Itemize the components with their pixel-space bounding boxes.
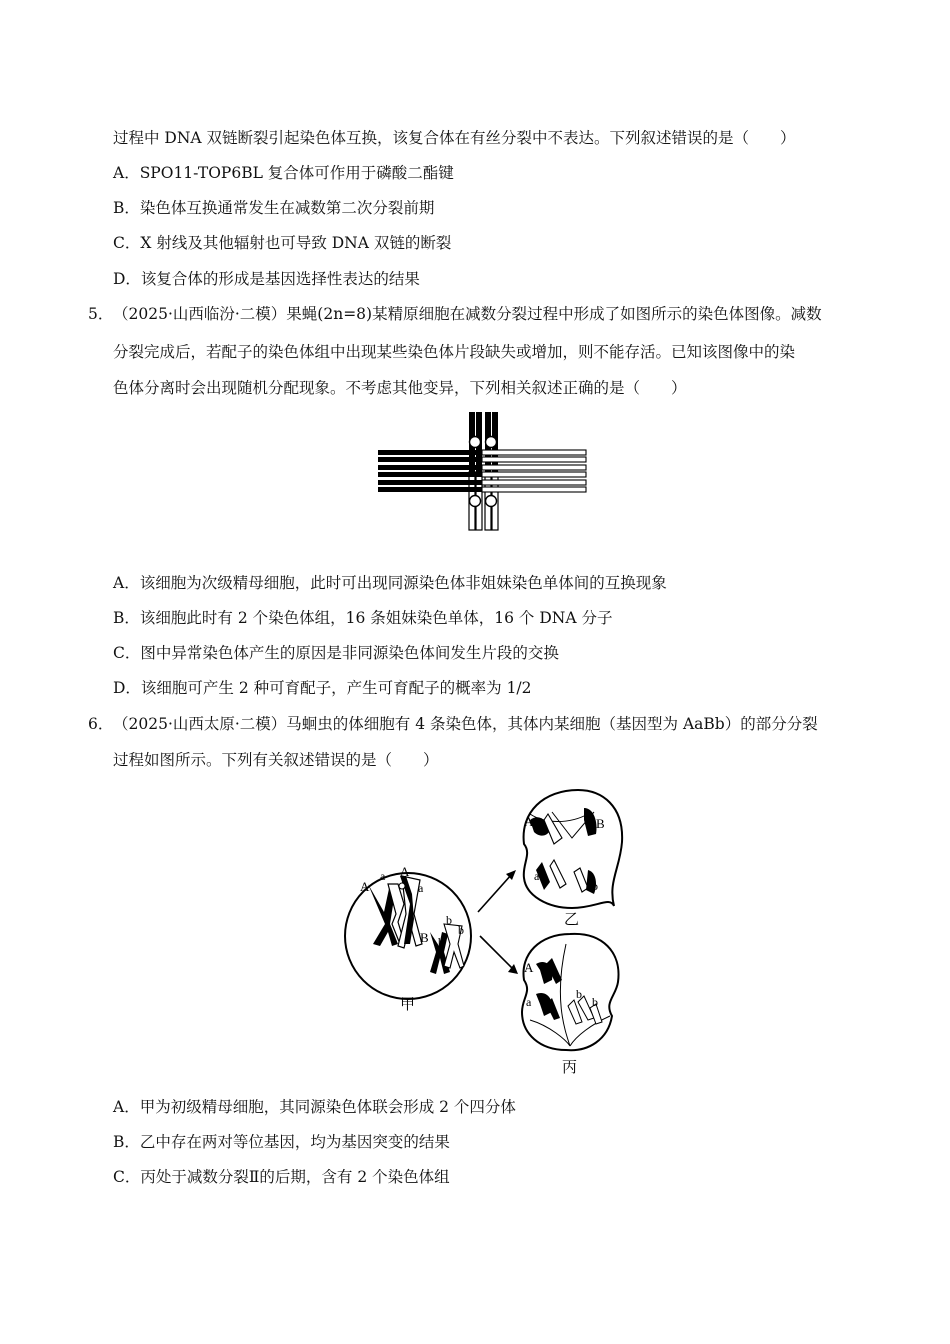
q6-cell-division-figure: [340, 784, 630, 1080]
gene-label-a-1: a: [380, 869, 386, 883]
q5-option-a: A．该细胞为次级精母细胞，此时可出现同源染色体非姐妹染色单体间的互换现象: [113, 574, 667, 592]
cell-label-bing: 丙: [562, 1060, 578, 1076]
gene-label-a-2: a: [418, 881, 424, 895]
gene-label-A-4: A: [524, 960, 534, 975]
cell-label-jia: 甲: [400, 997, 416, 1013]
gene-label-a-4: a: [526, 995, 532, 1009]
q5-number: 5．: [88, 305, 114, 323]
cell-label-yi: 乙: [564, 912, 580, 928]
gene-label-b-1: b: [446, 913, 452, 927]
q6-number: 6．: [88, 715, 114, 733]
gene-label-b-6: b: [592, 995, 598, 1009]
q6-stem-line-2: 过程如图所示。下列有关叙述错误的是（ ）: [113, 751, 439, 769]
gene-label-b-2: b: [458, 923, 464, 937]
q6-option-a: A．甲为初级精母细胞，其同源染色体联会形成 2 个四分体: [113, 1098, 516, 1116]
q4-stem-continuation: 过程中 DNA 双链断裂引起染色体互换，该复合体在有丝分裂中不表达。下列叙述错误的是（ ）: [113, 129, 796, 147]
q6-option-c: C．丙处于减数分裂Ⅱ的后期，含有 2 个染色体组: [113, 1168, 450, 1186]
q6-option-b: B．乙中存在两对等位基因，均为基因突变的结果: [113, 1133, 450, 1151]
q4-option-c: C．X 射线及其他辐射也可导致 DNA 双链的断裂: [113, 234, 452, 252]
q5-stem-line-2: 分裂完成后，若配子的染色体组中出现某些染色体片段缺失或增加，则不能存活。已知该图像中的染: [113, 343, 796, 361]
gene-label-b-5: b: [576, 987, 582, 1001]
gene-label-B-1: B: [420, 930, 429, 945]
q6-stem-line-1: （2025·山西太原·二模）马蛔虫的体细胞有 4 条染色体，其体内某细胞（基因型为 AaBb）的部分分裂: [113, 715, 818, 733]
q5-stem-line-1: （2025·山西临汾·二模）果蝇(2n=8)某精原细胞在减数分裂过程中形成了如图所示的染色体图像。减数: [113, 305, 822, 323]
q4-option-a: A．SPO11-TOP6BL 复合体可作用于磷酸二酯键: [113, 164, 454, 182]
gene-label-A-2: A: [400, 864, 410, 879]
gene-label-B-2: B: [596, 816, 605, 831]
q4-option-b: B．染色体互换通常发生在减数第二次分裂前期: [113, 199, 435, 217]
cell-jia: [345, 864, 471, 1013]
q5-stem-line-3: 色体分离时会出现随机分配现象。不考虑其他变异，下列相关叙述正确的是（ ）: [113, 379, 687, 397]
q5-option-c: C．图中异常染色体产生的原因是非同源染色体间发生片段的交换: [113, 644, 559, 662]
gene-label-a-3: a: [534, 869, 540, 883]
q4-option-d: D．该复合体的形成是基因选择性表达的结果: [113, 270, 420, 288]
gene-label-A-1: A: [360, 879, 370, 894]
gene-label-b-4: b: [592, 879, 598, 893]
q5-option-b: B．该细胞此时有 2 个染色体组，16 条姐妹染色单体，16 个 DNA 分子: [113, 609, 613, 627]
gene-label-A-3: A: [524, 814, 534, 829]
cell-bing: [522, 934, 619, 1076]
gene-label-b-3: b: [438, 935, 444, 949]
cell-yi: [524, 790, 623, 928]
q5-option-d: D．该细胞可产生 2 种可育配子，产生可育配子的概率为 1/2: [113, 679, 532, 697]
q5-chromosome-cross-figure: [370, 406, 600, 536]
